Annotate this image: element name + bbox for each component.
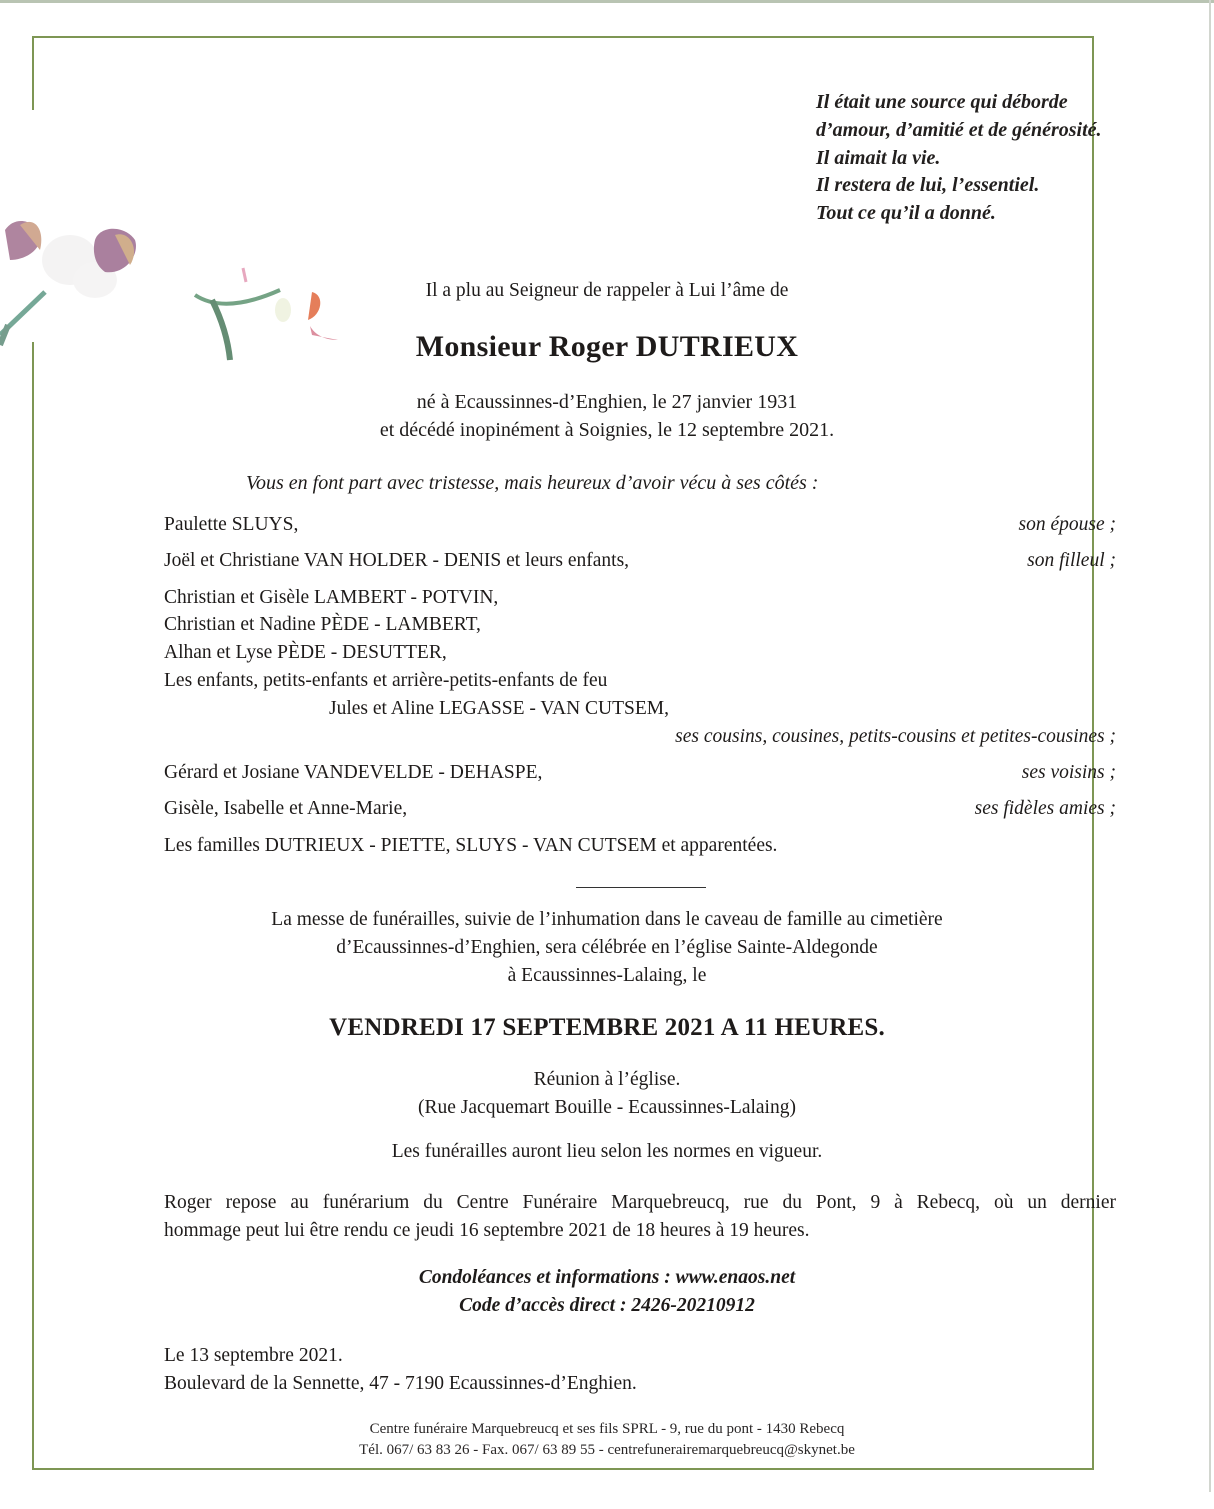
- family-row: [164, 514, 1116, 536]
- poem-line: Il aimait la vie.: [816, 146, 941, 169]
- reunion-line: Réunion à l’église.: [533, 1069, 681, 1090]
- deceased-name: Monsieur Roger DUTRIEUX: [415, 330, 799, 363]
- funeral-date: VENDREDI 17 SEPTEMBRE 2021 A 11 HEURES.: [329, 1014, 885, 1041]
- family-row: [164, 798, 1116, 820]
- mass-line: d’Ecaussinnes-d’Enghien, sera célébrée en l’église Sainte-Aldegonde: [336, 937, 878, 958]
- poem-line: Il restera de lui, l’essentiel.: [816, 174, 1040, 197]
- mass-line: à Ecaussinnes-Lalaing, le: [507, 965, 707, 986]
- family-row: [164, 762, 1116, 784]
- signature-block: [164, 1342, 637, 1398]
- family-name: Joël et Christiane VAN HOLDER - DENIS et leurs enfants,: [164, 550, 630, 571]
- family-name: Paulette SLUYS,: [164, 514, 299, 535]
- access-code: Code d’accès direct : 2426-20210912: [459, 1295, 755, 1316]
- family-row: [164, 550, 1116, 572]
- family-name: Gisèle, Isabelle et Anne-Marie,: [164, 798, 408, 819]
- reunion-address: (Rue Jacquemart Bouille - Ecaussinnes-Lalaing): [418, 1097, 796, 1118]
- family-relation: son filleul ;: [1027, 550, 1116, 571]
- signature-address: Boulevard de la Sennette, 47 - 7190 Ecaussinnes-d’Enghien.: [164, 1373, 637, 1394]
- footer-contact: Tél. 067/ 63 83 26 - Fax. 067/ 63 89 55 - centrefunerairemarquebreucq@skynet.be: [359, 1442, 855, 1458]
- cousin-line: Les enfants, petits-enfants et arrière-petits-enfants de feu: [164, 670, 608, 691]
- family-relation: son épouse ;: [1018, 514, 1116, 535]
- reunion-info: [0, 1066, 1214, 1122]
- cousin-line: Alhan et Lyse PÈDE - DESUTTER,: [164, 642, 447, 663]
- family-name: Gérard et Josiane VANDEVELDE - DEHASPE,: [164, 762, 543, 783]
- intro-text: Il a plu au Seigneur de rappeler à Lui l’âme de: [425, 280, 789, 301]
- cousin-line: Christian et Gisèle LAMBERT - POTVIN,: [164, 587, 499, 608]
- poem-line: Il était une source qui déborde: [816, 91, 1068, 113]
- cousin-line: Christian et Nadine PÈDE - LAMBERT,: [164, 614, 481, 635]
- family-relation: ses cousins, cousines, petits-cousins et petites-cousines ;: [675, 726, 1116, 747]
- condolences-link[interactable]: Condoléances et informations : www.enaos.net: [418, 1267, 796, 1288]
- signature-date: Le 13 septembre 2021.: [164, 1345, 343, 1366]
- section-divider: [576, 887, 706, 888]
- condolences-info: [0, 1264, 1214, 1320]
- footer-line: Centre funéraire Marquebreucq et ses fils SPRL - 9, rue du pont - 1430 Rebecq: [369, 1421, 845, 1437]
- mass-line: La messe de funérailles, suivie de l’inhumation dans le caveau de famille au cimetière: [271, 909, 943, 930]
- funeral-home-footer: [0, 1419, 1214, 1461]
- family-relation: ses voisins ;: [1021, 762, 1116, 783]
- cousin-line: Jules et Aline LEGASSE - VAN CUTSEM,: [329, 698, 670, 719]
- scan-edge-top: [0, 0, 1214, 3]
- birth-line: né à Ecaussinnes-d’Enghien, le 27 janvier 1931: [416, 391, 798, 413]
- repose-line: Roger repose au funérarium du Centre Funéraire Marquebreucq, rue du Pont, 9 à Rebecq, où un dernier: [164, 1192, 1116, 1213]
- memorial-poem: [816, 89, 1102, 228]
- mass-info: [0, 906, 1214, 990]
- poem-line: d’amour, d’amitié et de générosité.: [816, 118, 1102, 141]
- family-row: [164, 835, 1116, 857]
- announce-text: Vous en font part avec tristesse, mais heureux d’avoir vécu à ses côtés :: [246, 472, 819, 494]
- death-line: et décédé inopinément à Soignies, le 12 septembre 2021.: [379, 419, 835, 441]
- repose-paragraph: [164, 1189, 1116, 1245]
- repose-line: hommage peut lui être rendu ce jeudi 16 septembre 2021 de 18 heures à 19 heures.: [164, 1220, 810, 1241]
- poem-line: Tout ce qu’il a donné.: [816, 202, 996, 225]
- norms-text: Les funérailles auront lieu selon les normes en vigueur.: [391, 1141, 823, 1162]
- birth-death-info: [0, 388, 1214, 444]
- family-name: Les familles DUTRIEUX - PIETTE, SLUYS - VAN CUTSEM et apparentées.: [164, 835, 778, 856]
- family-relation: ses fidèles amies ;: [974, 798, 1116, 819]
